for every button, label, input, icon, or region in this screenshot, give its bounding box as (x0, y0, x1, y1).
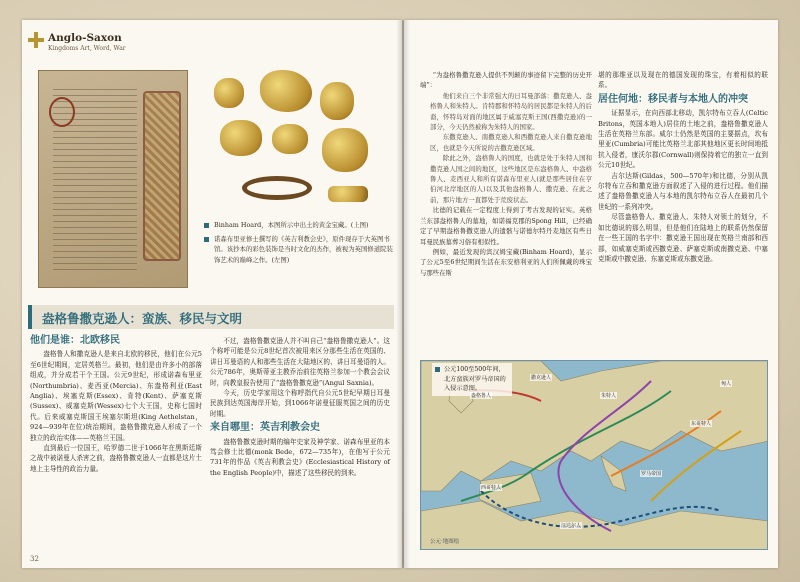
caption-marker-icon (435, 367, 440, 372)
gold-pin (328, 186, 368, 202)
paragraph: 吉尔达斯(Gildas，500—570年)和比德，分别从凯尔特布立吞和撒克逊方面叙述了入侵的进行过程。他们描述了盎格鲁撒克逊人与本地的凯尔特布立吞人在最初几个世纪的一系列冲突。 (598, 171, 768, 211)
map-label: 匈人 (721, 381, 732, 387)
page-number: 32 (30, 555, 39, 563)
map-source: 公元·地图绘 (430, 539, 460, 545)
map-caption-text: 公元100至500年间，北方蛮族对罗马帝国的入侵示意图。 (444, 366, 506, 392)
quote-paragraph: 东撒克逊人、南撒克逊人和西撒克逊人来自撒克逊地区，也就是今天所说的古撒克逊区域。 (430, 133, 592, 152)
paragraph: 盎格鲁人和撒克逊人是来自北欧的移民，他们在公元5至6世纪期间，定居英格兰。最初，他们是由许多小的部落组成，并分成若干个王国。公元9世纪，形成诺森布里亚(Northumbria)、麦西亚(Mercia)、东盎格利亚(East Anglia)、埃塞克斯(Essex)、肯特(Kent)、萨塞克斯(Sussex)、威塞克斯(Wessex)七个大王国，史称七国时代。后来威塞克斯国王埃塞尔斯坦(King Aethelstan，924—939年在位)统治期间，盎格鲁撒克逊人形成了一个独立的政治实体——英格兰王国。 (30, 350, 202, 442)
left-column-2 (210, 336, 390, 478)
map-label: 罗马帝国 (641, 471, 662, 477)
book-gutter (396, 20, 410, 568)
paragraph: 证据显示，在向西部北移动，凯尔特布立吞人(Celtic Britons，英国本地人)居住的土地之前，盎格鲁撒克逊人生活在英格兰东部。威尔士仍然是英国的主要据点，坎布里亚(Cumbria)可能比英格兰北部其他地区更长时间地抵抗入侵者，康沃尔郡(Cornwall)则保持着它的独立一直到公元10世纪。 (598, 109, 768, 170)
section-heading-where: 居住何地：移民者与本地人的冲突 (598, 93, 748, 105)
left-column-1 (30, 336, 202, 474)
quote-paragraph: 除此之外，盎格鲁人的国度，也就是处于朱特人国和撒克逊人国之间的地区，这些地区是东盎格鲁人、中盎格鲁人、麦西亚人和所有诺森布里亚人(就是那些居住在亨伯河北岸地区的人)以及其他盎格鲁人、撒克逊、在此之前，那片地方一直都处于荒废状态。 (430, 154, 592, 204)
section-heading-who: 他们是谁：北欧移民 (30, 335, 120, 346)
paragraph: 不过，盎格鲁撒克逊人并不叫自己“盎格鲁撒克逊人”。这个称呼可能是公元8世纪首次被用来区分那些生活在英国的、讲日耳曼语的人和那些生活在大陆地区的、讲日耳曼语的人。公元786年，奥斯蒂亚主教乔治前往英格兰参加一个教会会议时，向教皇报告使用了“盎格鲁撒克逊”(Angul Saxnia)。 (210, 337, 390, 387)
paragraph: 比德的记载在一定程度上得到了考古发现的证实。英格兰东部盎格鲁人的墓地，如诺福克郡的Spong Hill，已经确定了早期盎格鲁撒克逊人的遗骸与诺德尔特丹麦地区有些日耳曼民族墓葬习俗有相似性。 (420, 206, 592, 246)
caption-manuscript (204, 234, 394, 266)
gold-hoard-image (200, 68, 390, 220)
manuscript-decoration (143, 91, 181, 261)
gold-ring (242, 176, 312, 200)
caption-hoard-text: Binham Hoard，本图所示中出土的黄金宝藏。(上图) (214, 221, 369, 229)
right-column-2 (598, 70, 768, 264)
paragraph: 盎格鲁撒克逊时期的编年史家及神学家、诺森布里亚的本笃会修士比德(monk Bede，672—735年)，在他写于公元731年的作品《英吉利教会史》(Ecclesiastical History of the English People)中，描述了这些移民的到来。 (210, 437, 390, 477)
map-label: 东哥特人 (691, 421, 712, 427)
gold-bracteate (214, 78, 244, 108)
map-label: 盎格鲁人 (471, 393, 492, 399)
map-label: 西哥特人 (481, 485, 502, 491)
map-label: 朱特人 (601, 393, 617, 399)
gold-fragment (260, 70, 312, 112)
map-label: 汪达尔人 (561, 523, 582, 529)
paragraph: 堪的那维亚以及现在的德国发现的珠宝，有着相似的联系。 (598, 71, 768, 90)
paragraph: “为盎格鲁撒克逊人提供不列颠的事迹留下完整的历史开端”： (420, 71, 592, 90)
gold-fragment (322, 128, 368, 172)
header-title: Anglo-Saxon (48, 32, 122, 44)
map-label: 撒克逊人 (531, 375, 552, 381)
section-heading-origin: 来自哪里：英吉利教会史 (210, 422, 320, 434)
paragraph: 直到最后一位国王，哈罗德二世于1066年在黑斯廷斯之战中被诺曼人杀害之前，盎格鲁撒克逊人一直都是这片土地上主导性的政治力量。 (30, 444, 202, 473)
right-column-1 (420, 70, 592, 278)
paragraph: 今天，历史学家用这个称呼指代自公元5世纪早期日耳曼民族到达英国海岸开始，到1066年诺曼征服英国之间的历史时期。 (210, 389, 390, 418)
paragraph: 例如，最近发现的宾汉姆宝藏(Binham Hoard)，显示了公元5至6世纪期间生活在东安格利亚的人们所佩戴的珠宝与那些在斯 (420, 247, 592, 277)
caption-marker-icon (204, 237, 209, 242)
header-subtitle: Kingdoms Art, Word, War (48, 45, 126, 52)
caption-marker-icon (204, 223, 209, 228)
gold-bracteate (320, 82, 354, 120)
section-banner (28, 305, 394, 329)
cross-icon (28, 32, 44, 48)
caption-hoard (204, 220, 394, 231)
gold-bracteate (220, 120, 262, 156)
gold-fragment (272, 124, 308, 154)
banner-title: 盎格鲁撒克逊人：蛮族、移民与文明 (42, 311, 243, 326)
image-captions (204, 220, 394, 265)
manuscript-image (38, 70, 188, 288)
land-italy (601, 456, 626, 491)
manuscript-initial (49, 97, 75, 127)
paragraph: 尽管盎格鲁人、撒克逊人、朱特人对领土的划分，不如比德说的那么明显，但是他们在陆地上的联系仍然保留在一些王国的名字中：撒克逊王国出现在英格兰南部和西部，如威塞克斯或西撒克逊、萨塞克斯或南撒克逊、中塞克斯或中撒克逊、东塞克斯或东撒克逊。 (598, 213, 768, 263)
map-caption (432, 363, 512, 396)
bede-quote (420, 91, 592, 205)
caption-manuscript-text: 诺森布里亚修士撰写的《英吉利教会史》，原件现存于大英图书馆。该抄本的彩色装饰是当时文化的杰作，被视为英国修道院装饰艺术的巅峰之作。(左图) (214, 234, 393, 264)
quote-paragraph: 他们来自三个非常强大的日耳曼部落：撒克逊人、盎格鲁人和朱特人。肯特郡和怀特岛的居民都是朱特人的后裔，怀特岛对面的地区属于威塞克斯王国(西撒克逊)的一部分，今天仍然被称为朱特人的国家。 (430, 91, 592, 132)
